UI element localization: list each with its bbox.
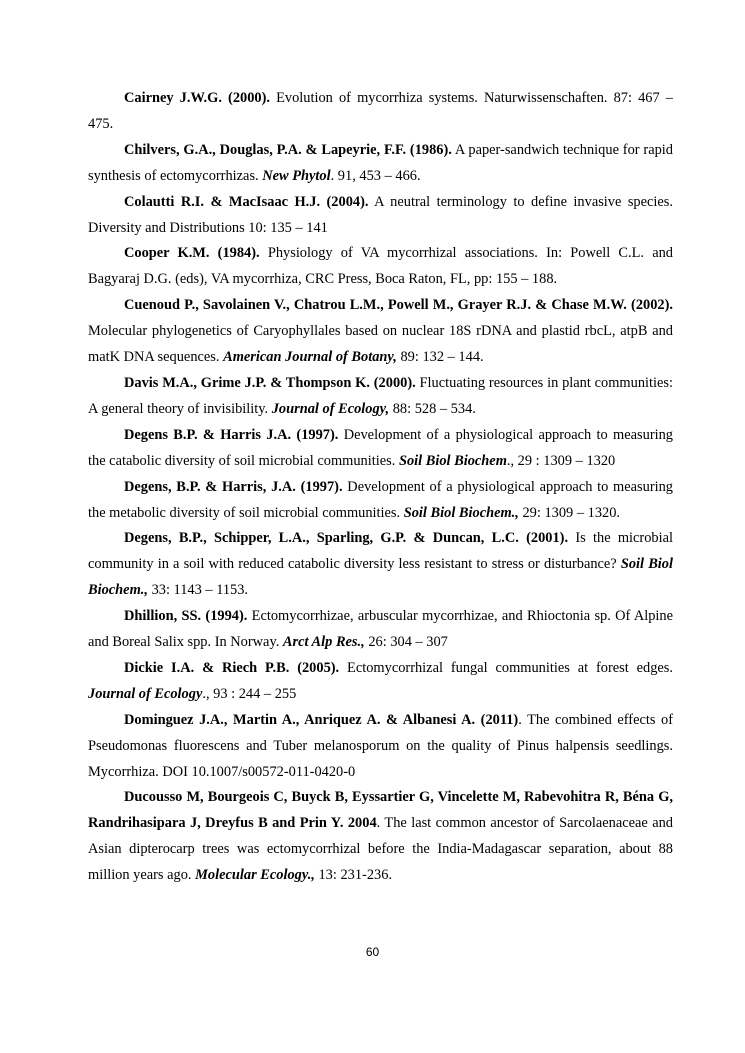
- reference-journal: Arct Alp Res.,: [282, 634, 365, 651]
- reference-entry: [88, 526, 673, 604]
- reference-authors: Cairney J.W.G. (2000).: [124, 90, 270, 106]
- reference-authors: Davis M.A., Grime J.P. & Thompson K. (2000).: [124, 374, 416, 391]
- reference-entry: [88, 785, 673, 889]
- reference-authors: Cooper K.M. (1984).: [124, 245, 260, 262]
- reference-text: Development of a physiological approach to measuring the catabolic diversity of soil microbial communities.: [88, 426, 673, 469]
- reference-entry: [88, 371, 673, 423]
- reference-text: A paper-sandwich technique for rapid synthesis of ectomycorrhizas.: [88, 141, 673, 184]
- reference-journal: American Journal of Botany,: [223, 349, 397, 366]
- reference-authors: Ducousso M, Bourgeois C, Buyck B, Eyssartier G, Vincelette M, Rabevohitra R, Béna G, Randrihasipara J, Dreyfus B and Prin Y. 2004: [88, 789, 673, 832]
- reference-authors: Chilvers, G.A., Douglas, P.A. & Lapeyrie, F.F. (1986).: [124, 141, 452, 158]
- reference-volume: ., 29 : 1309 – 1320: [506, 452, 616, 469]
- reference-entry: [88, 604, 673, 656]
- reference-text: Molecular phylogenetics of Caryophyllales based on nuclear 18S rDNA and plastid rbcL, atpB and matK DNA sequences.: [88, 323, 673, 366]
- reference-authors: Degens, B.P., Schipper, L.A., Sparling, G.P. & Duncan, L.C. (2001).: [124, 530, 569, 547]
- reference-text: A neutral terminology to define invasive species. Diversity and Distributions 10: 135 – 141: [88, 193, 673, 236]
- reference-text: . The combined effects of Pseudomonas fluorescens and Tuber melanosporum on the quality of Pinus halpensis seedlings. Mycorrhiza. DOI 10.1007/s00572-011-0420-0: [88, 711, 673, 780]
- reference-volume: 13: 231-236.: [314, 867, 393, 884]
- reference-volume: . 91, 453 – 466.: [330, 167, 421, 184]
- page-number: 60: [365, 945, 380, 959]
- reference-volume: 29: 1309 – 1320.: [518, 504, 621, 521]
- reference-authors: Degens B.P. & Harris J.A. (1997).: [124, 426, 339, 443]
- reference-authors: Dominguez J.A., Martin A., Anriquez A. & Albanesi A. (2011): [124, 711, 519, 728]
- reference-text: Ectomycorrhizal fungal communities at forest edges.: [339, 659, 673, 676]
- reference-authors: Degens, B.P. & Harris, J.A. (1997).: [124, 478, 343, 495]
- reference-entry: [88, 138, 673, 190]
- reference-text: Development of a physiological approach to measuring the metabolic diversity of soil microbial communities.: [88, 478, 673, 521]
- reference-journal: New Phytol: [262, 167, 331, 184]
- reference-volume: 33: 1143 – 1153.: [147, 582, 249, 599]
- reference-text: Fluctuating resources in plant communities: A general theory of invisibility.: [88, 374, 674, 417]
- reference-journal: Molecular Ecology.,: [195, 867, 315, 884]
- reference-journal: Soil Biol Biochem.,: [88, 556, 673, 599]
- reference-volume: 26: 304 – 307: [364, 634, 448, 651]
- reference-volume: 88: 528 – 534.: [389, 400, 476, 417]
- reference-authors: Cuenoud P., Savolainen V., Chatrou L.M., Powell M., Grayer R.J. & Chase M.W. (2002).: [124, 297, 673, 314]
- reference-journal: Soil Biol Biochem.,: [403, 504, 519, 521]
- reference-text: Physiology of VA mycorrhizal associations. In: Powell C.L. and Bagyaraj D.G. (eds), VA mycorrhiza, CRC Press, Boca Raton, FL, pp: 155 – 188.: [88, 245, 673, 288]
- reference-entry: [88, 475, 673, 527]
- reference-entry: [88, 241, 673, 293]
- reference-entry: [88, 293, 673, 371]
- reference-authors: Colautti R.I. & MacIsaac H.J. (2004).: [124, 193, 369, 210]
- reference-list: [88, 86, 673, 889]
- reference-journal: Soil Biol Biochem: [398, 452, 507, 469]
- reference-text: Is the microbial community in a soil with reduced catabolic diversity less resistant to stress or disturbance?: [88, 530, 673, 573]
- reference-entry: [88, 708, 673, 786]
- reference-journal: Journal of Ecology: [88, 685, 203, 702]
- reference-volume: 89: 132 – 144.: [396, 349, 484, 366]
- reference-authors: Dhillion, SS. (1994).: [124, 608, 248, 625]
- reference-volume: ., 93 : 244 – 255: [202, 685, 297, 702]
- reference-entry: [88, 423, 673, 475]
- reference-text: Evolution of mycorrhiza systems. Naturwissenschaften. 87: 467 – 475.: [88, 90, 673, 132]
- reference-entry: [88, 190, 673, 242]
- reference-entry: [88, 86, 673, 138]
- reference-journal: Journal of Ecology,: [271, 400, 390, 417]
- reference-text: . The last common ancestor of Sarcolaenaceae and Asian dipterocarp trees was ectomycorrhizal before the India-Madagascar separation, about 88 million years ago.: [88, 815, 673, 884]
- reference-authors: Dickie I.A. & Riech P.B. (2005).: [124, 659, 340, 676]
- reference-text: Ectomycorrhizae, arbuscular mycorrhizae, and Rhioctonia sp. Of Alpine and Boreal Salix spp. In Norway.: [88, 608, 674, 651]
- reference-entry: [88, 656, 673, 708]
